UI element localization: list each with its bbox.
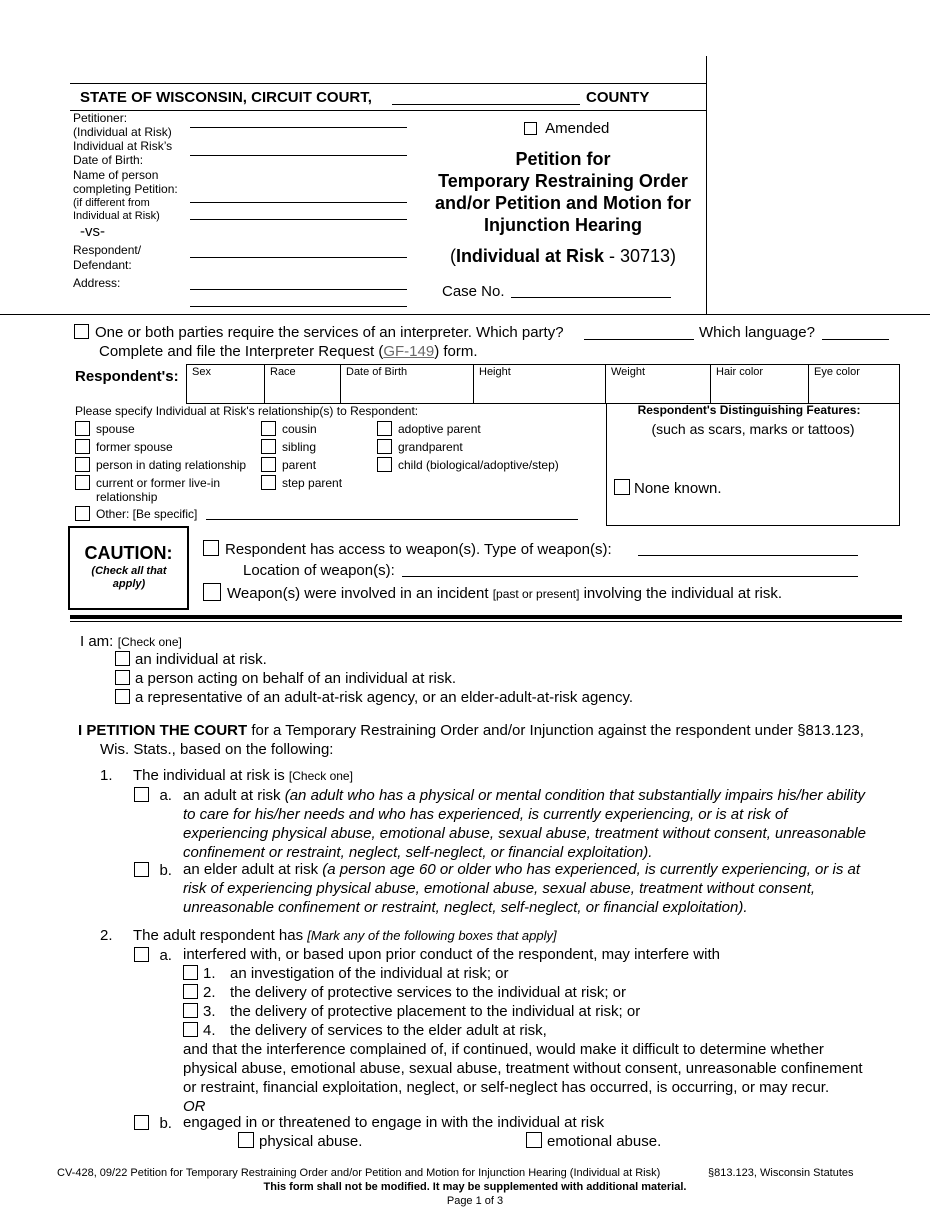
caution-title: CAUTION:	[84, 543, 173, 563]
rel-former-spouse: former spouse	[75, 439, 173, 454]
caption-vertical-divider	[706, 56, 707, 314]
form-subtitle: (Individual at Risk - 30713)	[449, 246, 677, 266]
interpreter-row	[74, 324, 564, 341]
item-2a-sub-3-checkbox[interactable]	[183, 1003, 198, 1018]
respondent-table-label: Respondent's:	[75, 368, 179, 385]
completer-sublabel: (if different from Individual at Risk)	[73, 197, 160, 222]
race-cell[interactable]: Race	[265, 364, 341, 404]
item-1-text: The individual at risk is [Check one]	[133, 767, 353, 784]
rel-spouse: spouse	[75, 421, 135, 436]
item-1a-checkbox[interactable]	[134, 787, 149, 802]
item-2a-checkbox[interactable]	[134, 947, 149, 962]
versus-label: -vs-	[80, 223, 105, 240]
dob-field[interactable]	[190, 155, 407, 156]
rel-former-spouse-checkbox[interactable]	[75, 439, 90, 454]
interpreter-party-field[interactable]	[584, 339, 694, 340]
i-am-option-1-checkbox[interactable]	[115, 651, 130, 666]
weapon-access-checkbox[interactable]	[203, 540, 219, 556]
i-am-option-1: an individual at risk.	[115, 651, 267, 668]
physical-abuse-row: physical abuse.	[238, 1132, 362, 1150]
subtitle-code: - 30713	[603, 246, 671, 266]
features-subtitle: (such as scars, marks or tattoos)	[651, 421, 855, 437]
eye-color-cell[interactable]: Eye color	[814, 366, 860, 378]
rel-parent-checkbox[interactable]	[261, 457, 276, 472]
dob-cell[interactable]: Date of Birth	[341, 364, 474, 404]
interpreter-text: One or both parties require the services of an interpreter. Which party?	[95, 324, 564, 341]
emotional-abuse-checkbox[interactable]	[526, 1132, 542, 1148]
i-am-option-2: a person acting on behalf of an individual at risk.	[115, 670, 456, 687]
interpreter-language-field[interactable]	[822, 339, 889, 340]
rel-cousin: cousin	[261, 421, 317, 436]
footer-page: Page 1 of 3	[446, 1195, 504, 1207]
item-1a-text: an adult at risk (an adult who has a physical or mental condition that substantially impairs his/her ability to care for his/her needs and who has experienced, is currently experiencing, or is at risk of experiencing physical abuse, emotional abuse, sexual abuse, treatment without consent, unreasonable confinement or restraint, neglect, self-neglect, or financial exploitation).	[183, 787, 866, 861]
item-2a-sub-1-checkbox[interactable]	[183, 965, 198, 980]
hair-color-cell[interactable]: Hair color	[711, 364, 809, 404]
weapon-involved-row: Weapon(s) were involved in an incident [past or present] involving the individual at risk.	[203, 583, 782, 602]
rel-other-field[interactable]	[206, 519, 578, 520]
address-field-1[interactable]	[190, 289, 407, 290]
completer-label: Name of person completing Petition:	[73, 168, 178, 196]
i-am-label: I am: [Check one]	[80, 633, 182, 650]
rel-step-parent: step parent	[261, 475, 342, 490]
rel-sibling: sibling	[261, 439, 316, 454]
weight-cell[interactable]: Weight	[606, 364, 711, 404]
section-rule-thick	[70, 615, 902, 619]
respondent-field[interactable]	[190, 257, 407, 258]
item-2b-text: engaged in or threatened to engage in with the individual at risk	[183, 1114, 605, 1131]
item-2a-sub-2-checkbox[interactable]	[183, 984, 198, 999]
rel-live-in-cont: relationship	[96, 490, 158, 504]
rel-spouse-checkbox[interactable]	[75, 421, 90, 436]
subtitle-bold: Individual at Risk	[455, 246, 604, 266]
item-1-number: 1.	[100, 767, 113, 784]
caption-top-rule	[70, 83, 706, 84]
section-rule-thin	[70, 621, 902, 622]
sex-cell[interactable]: Sex	[187, 364, 265, 404]
rel-step-parent-checkbox[interactable]	[261, 475, 276, 490]
weapon-location-label: Location of weapon(s):	[243, 562, 395, 579]
rel-child: child (biological/adoptive/step)	[377, 457, 559, 472]
i-am-option-3: a representative of an adult-at-risk agency, or an elder-adult-at-risk agency.	[115, 689, 633, 706]
caption-bottom-rule	[0, 314, 930, 315]
case-no-label: Case No.	[442, 283, 505, 300]
rel-sibling-checkbox[interactable]	[261, 439, 276, 454]
interpreter-language-label: Which language?	[699, 324, 815, 341]
item-1a-row: a.	[134, 787, 172, 805]
petitioner-label: Petitioner: (Individual at Risk) Individual at Risk’s Date of Birth:	[73, 111, 173, 167]
item-2a-sub-4: 4. the delivery of services to the elder adult at risk,	[183, 1022, 216, 1040]
item-2-text: The adult respondent has [Mark any of the following boxes that apply]	[133, 927, 557, 944]
weapon-type-field[interactable]	[638, 555, 858, 556]
physical-abuse-checkbox[interactable]	[238, 1132, 254, 1148]
none-known-row	[614, 479, 722, 497]
rel-dating: person in dating relationship	[75, 457, 246, 472]
rel-live-in-checkbox[interactable]	[75, 475, 90, 490]
height-cell[interactable]: Height	[474, 364, 606, 404]
rel-dating-checkbox[interactable]	[75, 457, 90, 472]
interpreter-instruction: Complete and file the Interpreter Request (GF-149) form.	[99, 343, 478, 360]
caution-sub: (Check all that apply)	[91, 565, 167, 590]
item-2a-tail: and that the interference complained of, if continued, would make it difficult to determine whether physical abuse, emotional abuse, sexual abuse, treatment without consent, unreasonable confinement or restraint, financial exploitation, neglect, or self-neglect has occurred, is occurring, or may recur. OR	[183, 1041, 863, 1115]
item-2b-checkbox[interactable]	[134, 1115, 149, 1130]
relationship-prompt: Please specify Individual at Risk's relationship(s) to Respondent:	[75, 404, 419, 418]
court-label: STATE OF WISCONSIN, CIRCUIT COURT,	[80, 89, 372, 106]
completer-field[interactable]	[190, 202, 407, 203]
amended-label: Amended	[545, 120, 610, 137]
item-2a-sub-3: 3. the delivery of protective placement to the individual at risk; or	[183, 1003, 216, 1021]
court-line	[80, 89, 372, 106]
footer-form-id: CV-428, 09/22 Petition for Temporary Restraining Order and/or Petition and Motion for Injunction Hearing (Individual at Risk)	[57, 1167, 661, 1179]
county-label: COUNTY	[586, 89, 650, 106]
item-2b-row: b.	[134, 1115, 172, 1133]
item-2a-sub-4-checkbox[interactable]	[183, 1022, 198, 1037]
rel-adoptive-parent: adoptive parent	[377, 421, 481, 436]
form-title: Petition for Temporary Restraining Order and/or Petition and Motion for Injunction Hearing	[435, 149, 691, 235]
amended-row	[524, 120, 609, 137]
weapon-involved-checkbox[interactable]	[203, 583, 221, 601]
rel-grandparent: grandparent	[377, 439, 463, 454]
emotional-abuse-row: emotional abuse.	[526, 1132, 661, 1150]
features-title: Respondent's Distinguishing Features:	[637, 403, 861, 417]
rel-cousin-checkbox[interactable]	[261, 421, 276, 436]
item-1b-row: b.	[134, 862, 172, 880]
interpreter-checkbox[interactable]	[74, 324, 89, 339]
address-label: Address:	[73, 276, 121, 290]
address-field-2[interactable]	[190, 306, 407, 307]
case-no-field[interactable]	[511, 297, 671, 298]
item-2a-text: interfered with, or based upon prior conduct of the respondent, may interfere with	[183, 946, 720, 963]
none-known-label: None known.	[634, 480, 722, 497]
i-am-option-3-checkbox[interactable]	[115, 689, 130, 704]
footer-notice: This form shall not be modified. It may be supplemented with additional material.	[263, 1181, 687, 1193]
weapon-access-row	[203, 540, 612, 558]
item-2a-sub-1: 1. an investigation of the individual at risk; or	[183, 965, 216, 983]
petition-lead: I PETITION THE COURT for a Temporary Restraining Order and/or Injunction against the respondent under §813.123, Wis. Stats., based on the following:	[78, 722, 864, 758]
rel-live-in: current or former live-in	[75, 475, 220, 490]
rel-parent: parent	[261, 457, 316, 472]
i-am-option-2-checkbox[interactable]	[115, 670, 130, 685]
completer-field-2[interactable]	[190, 219, 407, 220]
item-2a-row: a.	[134, 947, 172, 965]
rel-other-checkbox[interactable]	[75, 506, 90, 521]
item-1b-checkbox[interactable]	[134, 862, 149, 877]
none-known-checkbox[interactable]	[614, 479, 630, 495]
weapon-access-label: Respondent has access to weapon(s). Type of weapon(s):	[225, 541, 612, 558]
item-2-number: 2.	[100, 927, 113, 944]
item-1b-text: an elder adult at risk (a person age 60 or older who has experienced, is currently experiencing, or is at risk of experiencing physical abuse, emotional abuse, sexual abuse, treatment without consent, unreasonable confinement or restraint, neglect, self-neglect, or financial exploitation).	[183, 861, 861, 916]
gf-149-link[interactable]: GF-149	[383, 343, 435, 360]
weapon-location-field[interactable]	[402, 576, 858, 577]
rel-child-checkbox[interactable]	[377, 457, 392, 472]
petitioner-field[interactable]	[190, 127, 407, 128]
county-name-field[interactable]	[392, 104, 580, 105]
item-2a-sub-2: 2. the delivery of protective services to the individual at risk; or	[183, 984, 216, 1002]
rel-other: Other: [Be specific]	[75, 506, 197, 521]
rel-adoptive-parent-checkbox[interactable]	[377, 421, 392, 436]
amended-checkbox[interactable]	[524, 122, 537, 135]
rel-grandparent-checkbox[interactable]	[377, 439, 392, 454]
respondent-label: Respondent/ Defendant:	[73, 243, 142, 272]
footer-statute: §813.123, Wisconsin Statutes	[708, 1167, 854, 1179]
